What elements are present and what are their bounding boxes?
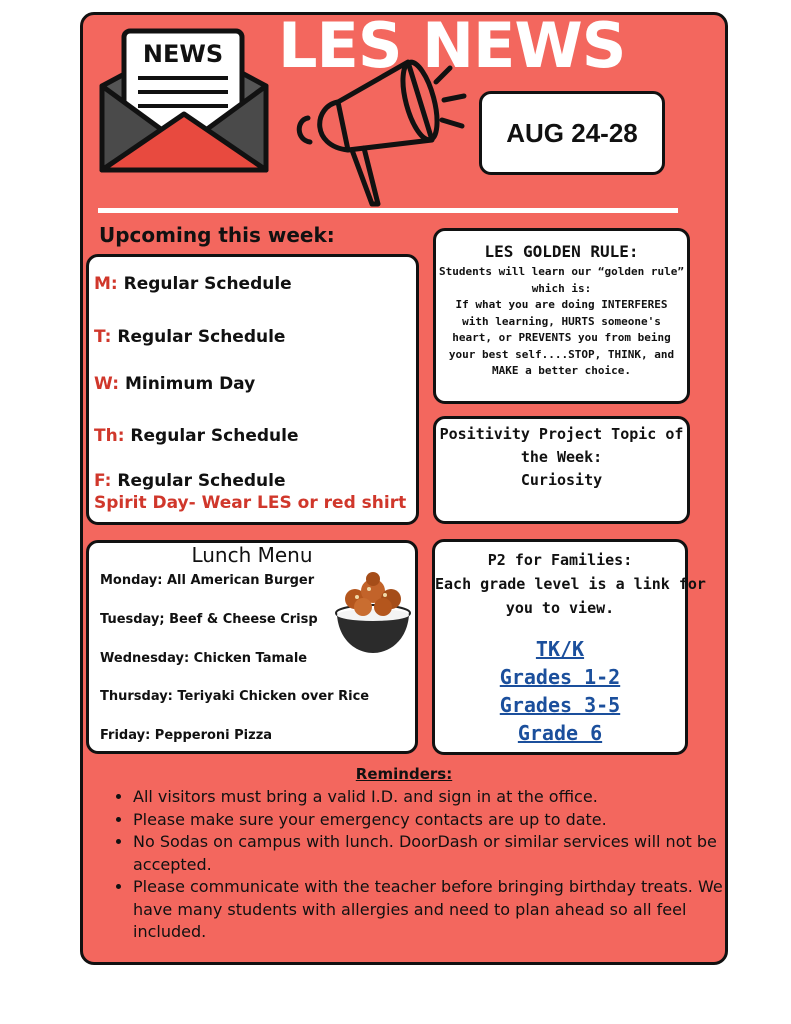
p2-description-1: Each grade level is a link for [435,575,706,593]
positivity-box [433,416,690,524]
reminder-item: • Please make sure your emergency contacts are up to date. [133,809,733,832]
schedule-friday: F: Regular Schedule [94,471,286,491]
lunch-monday: Monday: All American Burger [100,573,315,588]
schedule-tuesday: T: Regular Schedule [94,327,286,347]
lunch-thursday: Thursday: Teriyaki Chicken over Rice [100,689,370,704]
schedule-wednesday: W: Minimum Day [94,374,256,394]
lunch-wednesday: Wednesday: Chicken Tamale [100,651,308,666]
envelope-news-label: NEWS [142,40,224,68]
header-divider [98,208,678,213]
date-range-box [479,91,665,175]
positivity-line-2: the Week: [520,448,603,466]
link-grade-6[interactable]: Grade 6 [517,721,603,745]
reminders-list [110,786,733,944]
link-grades-3-5[interactable]: Grades 3-5 [499,693,621,717]
newsletter-title: LES NEWS [278,9,626,82]
link-grades-1-2[interactable]: Grades 1-2 [499,665,621,689]
rice-bowl-icon [333,571,413,657]
p2-title: P2 for Families: [487,551,633,569]
positivity-line-1: Positivity Project Topic of [439,425,684,443]
golden-rule-title: LES GOLDEN RULE: [484,242,639,261]
newsletter-envelope-icon [98,28,270,176]
link-tk-k[interactable]: TK/K [535,637,585,661]
schedule-box [86,254,419,525]
lunch-tuesday: Tuesday; Beef & Cheese Crisp [100,612,318,627]
schedule-thursday: Th: Regular Schedule [94,426,299,446]
reminder-item: • No Sodas on campus with lunch. DoorDash or similar services will not be accepted. [133,831,733,876]
reminder-item: • Please communicate with the teacher before bringing birthday treats. We have many students with allergies and need to plan ahead so all feel included. [133,876,733,944]
lunch-menu-box [86,540,418,754]
date-range: AUG 24-28 [506,117,638,148]
upcoming-heading: Upcoming this week: [99,223,335,247]
golden-rule-box [433,228,690,404]
spirit-day-note: Spirit Day- Wear LES or red shirt [94,493,407,513]
p2-description-2: you to view. [505,599,615,617]
positivity-topic: Curiosity [520,471,603,489]
schedule-monday: M: Regular Schedule [94,274,292,294]
p2-families-box [432,539,706,755]
grade-links [435,635,685,747]
golden-rule-text: Students will learn our “golden rule” which is: If what you are doing INTERFERES with learning, HURTS someone's heart, or PREVENTS you from being your best self....STOP, THINK, and MAKE a better choice. [438,265,685,377]
reminders-title: Reminders: [355,765,453,783]
lunch-menu-title: Lunch Menu [191,543,313,567]
reminder-item: • All visitors must bring a valid I.D. and sign in at the office. [133,786,733,809]
lunch-friday: Friday: Pepperoni Pizza [100,728,273,743]
